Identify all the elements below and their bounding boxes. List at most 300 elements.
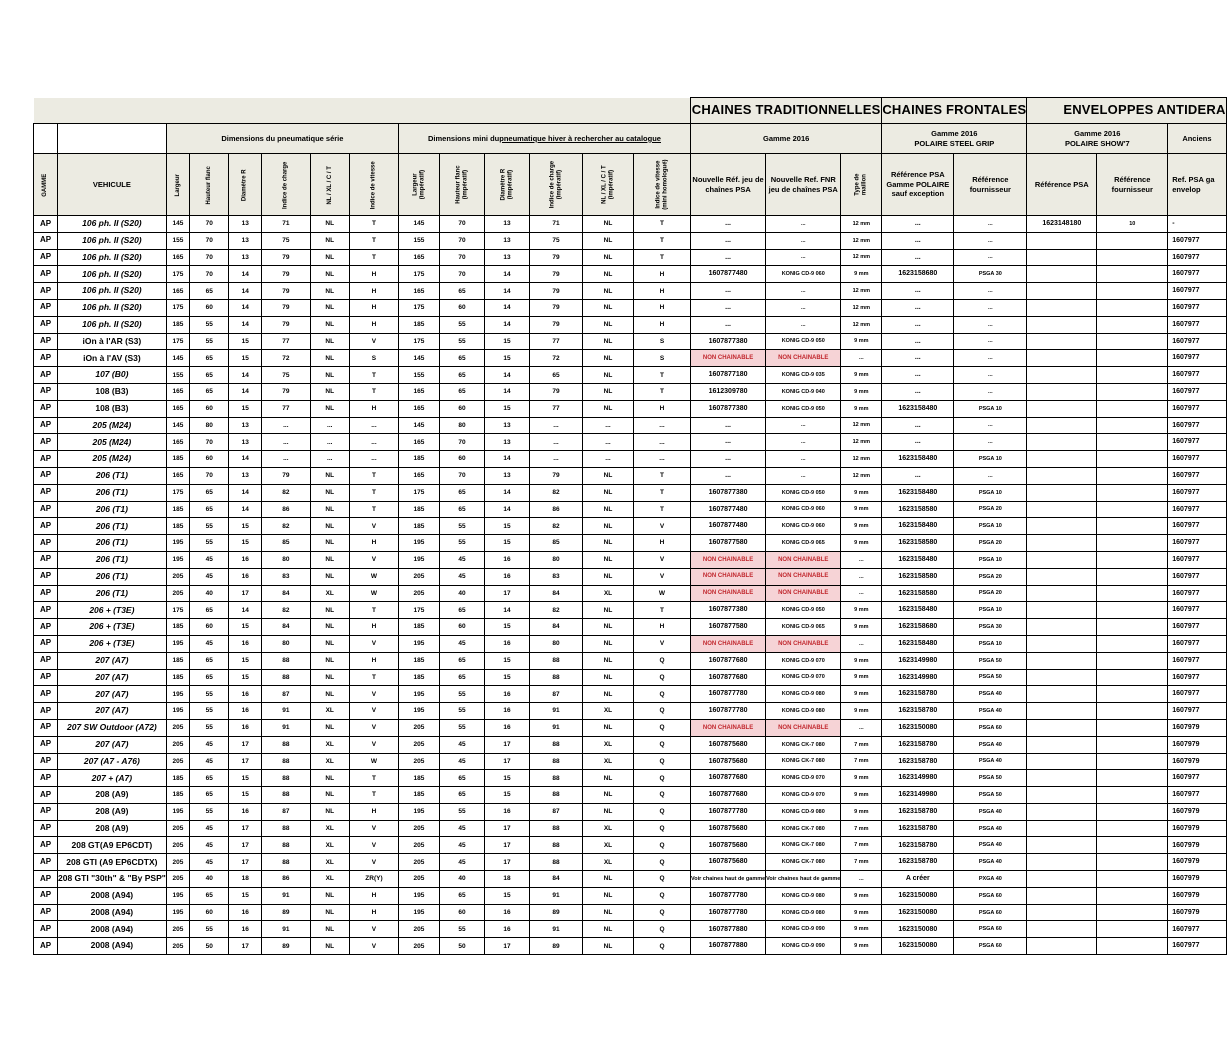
charge-imp-cell: 88 [529, 837, 582, 854]
front-ref-psa-cell: 1623150080 [882, 719, 954, 736]
vitesse-min-cell: T [633, 602, 690, 619]
env-ref-fourn-cell [1097, 787, 1168, 804]
diametre-imp-cell: 16 [484, 551, 529, 568]
vitesse-cell: T [349, 501, 398, 518]
maillon-cell: 12 mm [841, 417, 882, 434]
front-ref-fourn-cell: PSGA 30 [954, 266, 1027, 283]
largeur-cell: 195 [166, 904, 189, 921]
hauteur-imp-cell: 65 [439, 367, 484, 384]
ref-fnr-cell: KONIG CD-9 070 [766, 787, 841, 804]
front-ref-fourn-cell: ... [954, 350, 1027, 367]
nlxl-cell: NL [310, 535, 349, 552]
ref-fnr-cell: NON CHAINABLE [766, 568, 841, 585]
gamme-cell: AP [34, 871, 58, 888]
vitesse-min-cell: V [633, 551, 690, 568]
largeur-imp-cell: 185 [398, 518, 439, 535]
largeur-imp-cell: 205 [398, 820, 439, 837]
table-row [34, 551, 1227, 568]
env-ref-fourn-cell [1097, 753, 1168, 770]
table-row [34, 266, 1227, 283]
maillon-cell: 9 mm [841, 484, 882, 501]
hauteur-imp-cell: 70 [439, 467, 484, 484]
env-ref-psa-cell [1027, 736, 1097, 753]
table-row [34, 938, 1227, 955]
ref-fnr-cell: KONIG CD-9 080 [766, 904, 841, 921]
gamme-cell: AP [34, 232, 58, 249]
nlxl-cell: NL [310, 669, 349, 686]
gamme-cell: AP [34, 635, 58, 652]
vehicle-cell: 106 ph. II (S20) [58, 283, 167, 300]
env-ref-psa-cell [1027, 787, 1097, 804]
ref-fnr-cell: ... [766, 451, 841, 468]
nlxl-cell: NL [310, 719, 349, 736]
maillon-cell: 9 mm [841, 400, 882, 417]
nlxl-cell: ... [310, 434, 349, 451]
front-ref-psa-cell: ... [882, 383, 954, 400]
gamme-cell: AP [34, 501, 58, 518]
front-gamme-name: POLAIRE STEEL GRIP [914, 138, 995, 148]
ref-psa-cell: 1607877680 [690, 669, 765, 686]
env-gamme-name: POLAIRE SHOW'7 [1064, 138, 1130, 148]
nl-imp-cell: NL [582, 887, 633, 904]
front-ref-psa-cell: ... [882, 232, 954, 249]
charge-cell: 86 [262, 501, 310, 518]
vitesse-min-cell: T [633, 484, 690, 501]
diametre-imp-cell: 14 [484, 266, 529, 283]
table-row [34, 367, 1227, 384]
largeur-cell: 145 [166, 216, 189, 233]
diametre-cell: 17 [229, 837, 262, 854]
front-ref-fourn-cell: ... [954, 283, 1027, 300]
env-ref-psa-cell [1027, 333, 1097, 350]
diametre-imp-cell: 15 [484, 518, 529, 535]
vitesse-cell: H [349, 803, 398, 820]
diametre-imp-cell: 14 [484, 484, 529, 501]
largeur-imp-cell: 205 [398, 837, 439, 854]
front-ref-psa-cell: 1623158680 [882, 619, 954, 636]
nlxl-cell: NL [310, 904, 349, 921]
table-row [34, 854, 1227, 871]
vitesse-min-cell: W [633, 585, 690, 602]
front-ref-fourn-cell: PSGA 20 [954, 501, 1027, 518]
vehicle-cell: 206 + (T3E) [58, 635, 167, 652]
diametre-cell: 13 [229, 232, 262, 249]
vitesse-min-cell: Q [633, 669, 690, 686]
charge-imp-cell: 86 [529, 501, 582, 518]
vehicle-cell: 106 ph. II (S20) [58, 216, 167, 233]
diametre-imp-cell: 14 [484, 283, 529, 300]
nl-imp-cell: NL [582, 719, 633, 736]
hauteur-cell: 70 [190, 249, 229, 266]
table-row [34, 803, 1227, 820]
anciens-ref-cell: 1607979 [1168, 871, 1226, 888]
anciens-ref-cell: 1607977 [1168, 551, 1226, 568]
vehicle-cell: 208 (A9) [58, 820, 167, 837]
diametre-imp-cell: 15 [484, 652, 529, 669]
charge-imp-cell: 65 [529, 367, 582, 384]
table-row [34, 501, 1227, 518]
maillon-cell: 12 mm [841, 232, 882, 249]
charge-cell: 79 [262, 266, 310, 283]
vitesse-min-cell: S [633, 350, 690, 367]
ref-fnr-cell: ... [766, 299, 841, 316]
charge-imp-cell: 91 [529, 703, 582, 720]
hauteur-imp-cell: 55 [439, 686, 484, 703]
hauteur-cell: 55 [190, 921, 229, 938]
env-ref-psa-cell [1027, 904, 1097, 921]
hauteur-imp-cell: 65 [439, 602, 484, 619]
vitesse-min-cell: Q [633, 770, 690, 787]
largeur-imp-cell: 205 [398, 921, 439, 938]
front-ref-psa-cell: 1623158780 [882, 736, 954, 753]
diametre-cell: 15 [229, 518, 262, 535]
ref-fnr-cell: KONIG CD-9 070 [766, 770, 841, 787]
vitesse-cell: V [349, 333, 398, 350]
front-ref-fourn-cell: PSGA 60 [954, 938, 1027, 955]
front-ref-psa-cell: 1623150080 [882, 887, 954, 904]
hauteur-imp-cell: 65 [439, 669, 484, 686]
maillon-cell: 9 mm [841, 904, 882, 921]
maillon-cell: 9 mm [841, 501, 882, 518]
vitesse-cell: T [349, 216, 398, 233]
hauteur-cell: 65 [190, 770, 229, 787]
env-ref-psa-cell [1027, 249, 1097, 266]
charge-cell: 91 [262, 921, 310, 938]
table-row [34, 283, 1227, 300]
largeur-imp-cell: 165 [398, 383, 439, 400]
front-ref-fourn-cell: ... [954, 467, 1027, 484]
nl-imp-cell: NL [582, 803, 633, 820]
diametre-imp-cell: 16 [484, 803, 529, 820]
nl-imp-cell: NL [582, 383, 633, 400]
vehicle-cell: iOn à l'AR (S3) [58, 333, 167, 350]
charge-cell: 75 [262, 232, 310, 249]
hauteur-cell: 55 [190, 518, 229, 535]
front-ref-psa-cell: 1623149980 [882, 652, 954, 669]
nlxl-cell: NL [310, 501, 349, 518]
table-row [34, 451, 1227, 468]
front-ref-fourn-cell: ... [954, 333, 1027, 350]
table-row [34, 518, 1227, 535]
gamme-cell: AP [34, 770, 58, 787]
ref-psa-cell: ... [690, 467, 765, 484]
env-ref-psa-cell [1027, 854, 1097, 871]
hauteur-cell: 80 [190, 417, 229, 434]
largeur-imp-cell: 205 [398, 585, 439, 602]
diametre-cell: 15 [229, 535, 262, 552]
ref-fnr-cell: NON CHAINABLE [766, 551, 841, 568]
ref-psa-cell: 1612309780 [690, 383, 765, 400]
nlxl-cell: XL [310, 854, 349, 871]
ref-fnr-cell: ... [766, 467, 841, 484]
front-ref-fourn-cell: PSGA 10 [954, 551, 1027, 568]
col-diametre-imp: Diamètre R (impératif) [484, 154, 529, 216]
ref-fnr-cell: KONIG CD-9 040 [766, 383, 841, 400]
vehicle-cell: 205 (M24) [58, 451, 167, 468]
maillon-cell: 7 mm [841, 753, 882, 770]
front-ref-fourn-cell: PSGA 50 [954, 770, 1027, 787]
largeur-cell: 185 [166, 787, 189, 804]
maillon-cell: 9 mm [841, 367, 882, 384]
vitesse-cell: ZR(Y) [349, 871, 398, 888]
charge-imp-cell: 85 [529, 535, 582, 552]
front-ref-psa-cell: 1623158480 [882, 602, 954, 619]
diametre-imp-cell: 15 [484, 535, 529, 552]
section-front-chains: CHAINES FRONTALES [882, 98, 1027, 124]
ref-fnr-cell: KONIG CD-9 050 [766, 400, 841, 417]
maillon-cell: ... [841, 585, 882, 602]
front-ref-fourn-cell: ... [954, 316, 1027, 333]
ref-psa-cell: 1607877780 [690, 686, 765, 703]
hauteur-cell: 70 [190, 266, 229, 283]
front-ref-fourn-cell: PSGA 40 [954, 703, 1027, 720]
vitesse-cell: T [349, 249, 398, 266]
ref-psa-cell: ... [690, 283, 765, 300]
anciens-ref-cell: 1607977 [1168, 316, 1226, 333]
env-ref-psa-cell [1027, 887, 1097, 904]
table-row [34, 837, 1227, 854]
diametre-imp-cell: 16 [484, 904, 529, 921]
vitesse-min-cell: Q [633, 904, 690, 921]
ref-psa-cell: ... [690, 216, 765, 233]
vitesse-min-cell: Q [633, 652, 690, 669]
anciens-ref-cell: 1607977 [1168, 938, 1226, 955]
front-ref-fourn-cell: ... [954, 417, 1027, 434]
env-ref-psa-cell [1027, 602, 1097, 619]
charge-cell: 88 [262, 787, 310, 804]
env-ref-fourn-cell [1097, 400, 1168, 417]
front-ref-fourn-cell: ... [954, 249, 1027, 266]
charge-cell: 71 [262, 216, 310, 233]
front-ref-psa-cell: 1623158580 [882, 585, 954, 602]
table-row [34, 669, 1227, 686]
front-ref-fourn-cell: PSGA 50 [954, 652, 1027, 669]
gamme-cell: AP [34, 619, 58, 636]
anciens-ref-cell: 1607979 [1168, 736, 1226, 753]
front-ref-fourn-cell: PSGA 60 [954, 904, 1027, 921]
vehicle-cell: 206 (T1) [58, 551, 167, 568]
nl-imp-cell: NL [582, 266, 633, 283]
vitesse-cell: H [349, 316, 398, 333]
ref-psa-cell: 1607877380 [690, 400, 765, 417]
diametre-imp-cell: 14 [484, 316, 529, 333]
front-ref-psa-cell: 1623158780 [882, 837, 954, 854]
anciens-ref-cell: 1607977 [1168, 367, 1226, 384]
largeur-imp-cell: 165 [398, 283, 439, 300]
nlxl-cell: NL [310, 333, 349, 350]
hauteur-imp-cell: 55 [439, 518, 484, 535]
vitesse-cell: T [349, 602, 398, 619]
nl-imp-cell: NL [582, 535, 633, 552]
ref-fnr-cell: ... [766, 417, 841, 434]
gamme-cell: AP [34, 350, 58, 367]
diametre-imp-cell: 17 [484, 753, 529, 770]
hauteur-cell: 45 [190, 753, 229, 770]
charge-imp-cell: 77 [529, 400, 582, 417]
front-ref-psa-cell: ... [882, 216, 954, 233]
env-ref-fourn-cell [1097, 635, 1168, 652]
col-nl-imp: NL / XL / C / T (impératif) [582, 154, 633, 216]
ref-fnr-cell: ... [766, 316, 841, 333]
col-type-maillon: Type de maillon [841, 154, 882, 216]
anciens-ref-cell: 1607979 [1168, 887, 1226, 904]
anciens-ref-cell: 1607977 [1168, 703, 1226, 720]
charge-imp-cell: 83 [529, 568, 582, 585]
ref-fnr-cell: ... [766, 216, 841, 233]
table-row [34, 350, 1227, 367]
ref-fnr-cell: KONIG CD-9 065 [766, 619, 841, 636]
ref-psa-cell: 1607875680 [690, 736, 765, 753]
nl-imp-cell: NL [582, 904, 633, 921]
vitesse-cell: T [349, 770, 398, 787]
hauteur-cell: 55 [190, 803, 229, 820]
nl-imp-cell: NL [582, 871, 633, 888]
env-gamme-header [1027, 124, 1168, 154]
maillon-cell: 12 mm [841, 467, 882, 484]
diametre-cell: 17 [229, 938, 262, 955]
largeur-cell: 145 [166, 350, 189, 367]
vehicle-cell: 206 (T1) [58, 501, 167, 518]
ref-fnr-cell: NON CHAINABLE [766, 350, 841, 367]
nlxl-cell: XL [310, 837, 349, 854]
hauteur-cell: 65 [190, 602, 229, 619]
vitesse-cell: V [349, 837, 398, 854]
charge-imp-cell: 77 [529, 333, 582, 350]
col-ref-psa-front: Référence PSA Gamme POLAIRE sauf exception [882, 154, 954, 216]
charge-cell: 82 [262, 484, 310, 501]
col-indice-vitesse: Indice de vitesse [349, 154, 398, 216]
largeur-imp-cell: 175 [398, 484, 439, 501]
front-ref-fourn-cell: PSGA 40 [954, 803, 1027, 820]
env-ref-fourn-cell [1097, 652, 1168, 669]
gamme-cell: AP [34, 602, 58, 619]
largeur-cell: 195 [166, 686, 189, 703]
vehicle-cell: 106 ph. II (S20) [58, 316, 167, 333]
hauteur-imp-cell: 65 [439, 383, 484, 400]
nl-imp-cell: NL [582, 770, 633, 787]
charge-imp-cell: 79 [529, 249, 582, 266]
charge-cell: 88 [262, 736, 310, 753]
env-ref-fourn-cell [1097, 367, 1168, 384]
largeur-cell: 175 [166, 602, 189, 619]
hauteur-cell: 45 [190, 837, 229, 854]
maillon-cell: 12 mm [841, 249, 882, 266]
largeur-imp-cell: 205 [398, 854, 439, 871]
diametre-cell: 17 [229, 585, 262, 602]
vehicle-cell: 207 SW Outdoor (A72) [58, 719, 167, 736]
maillon-cell: 9 mm [841, 518, 882, 535]
anciens-ref-cell: 1607977 [1168, 383, 1226, 400]
header-blank [34, 98, 691, 124]
hauteur-imp-cell: 65 [439, 770, 484, 787]
vitesse-min-cell: ... [633, 434, 690, 451]
largeur-cell: 205 [166, 871, 189, 888]
front-ref-psa-cell: 1623158780 [882, 854, 954, 871]
anciens-ref-cell: 1607977 [1168, 467, 1226, 484]
vehicle-cell: 206 (T1) [58, 585, 167, 602]
gamme-cell: AP [34, 333, 58, 350]
anciens-ref-cell: 1607977 [1168, 350, 1226, 367]
env-ref-psa-cell [1027, 652, 1097, 669]
diametre-cell: 13 [229, 216, 262, 233]
vitesse-min-cell: T [633, 467, 690, 484]
front-ref-fourn-cell: ... [954, 367, 1027, 384]
hauteur-cell: 55 [190, 703, 229, 720]
ref-psa-cell: 1607877480 [690, 518, 765, 535]
largeur-cell: 185 [166, 501, 189, 518]
diametre-imp-cell: 15 [484, 400, 529, 417]
nl-imp-cell: NL [582, 921, 633, 938]
ref-psa-cell: 1607877180 [690, 367, 765, 384]
front-ref-fourn-cell: PSGA 40 [954, 854, 1027, 871]
hauteur-cell: 45 [190, 635, 229, 652]
ref-fnr-cell: NON CHAINABLE [766, 719, 841, 736]
largeur-cell: 195 [166, 803, 189, 820]
anciens-ref-cell: - [1168, 216, 1226, 233]
gamme-cell: AP [34, 854, 58, 871]
diametre-imp-cell: 17 [484, 837, 529, 854]
diametre-imp-cell: 15 [484, 619, 529, 636]
diametre-imp-cell: 17 [484, 854, 529, 871]
anciens-ref-cell: 1607977 [1168, 619, 1226, 636]
largeur-cell: 165 [166, 434, 189, 451]
table-row [34, 921, 1227, 938]
diametre-cell: 14 [229, 367, 262, 384]
env-ref-psa-cell [1027, 283, 1097, 300]
largeur-cell: 205 [166, 719, 189, 736]
table-row [34, 417, 1227, 434]
anciens-ref-cell: 1607977 [1168, 417, 1226, 434]
ref-psa-cell: 1607875680 [690, 753, 765, 770]
ref-fnr-cell: ... [766, 283, 841, 300]
section-traditional-chains: CHAINES TRADITIONNELLES [690, 98, 881, 124]
diametre-imp-cell: 15 [484, 333, 529, 350]
anciens-ref-cell: 1607977 [1168, 568, 1226, 585]
diametre-cell: 15 [229, 887, 262, 904]
charge-imp-cell: 71 [529, 216, 582, 233]
gamme-cell: AP [34, 837, 58, 854]
env-ref-psa-cell [1027, 484, 1097, 501]
front-ref-fourn-cell: PSGA 20 [954, 568, 1027, 585]
ref-psa-cell: NON CHAINABLE [690, 585, 765, 602]
anciens-ref-cell: 1607977 [1168, 299, 1226, 316]
charge-cell: 79 [262, 383, 310, 400]
charge-imp-cell: 84 [529, 619, 582, 636]
charge-cell: 89 [262, 938, 310, 955]
front-ref-psa-cell: A créer [882, 871, 954, 888]
anciens-ref-cell: 1607977 [1168, 266, 1226, 283]
env-ref-psa-cell: 1623148180 [1027, 216, 1097, 233]
ref-psa-cell: ... [690, 249, 765, 266]
hauteur-imp-cell: 55 [439, 333, 484, 350]
front-ref-fourn-cell: PSGA 10 [954, 451, 1027, 468]
maillon-cell: 9 mm [841, 652, 882, 669]
diametre-cell: 14 [229, 299, 262, 316]
env-ref-psa-cell [1027, 871, 1097, 888]
table-row [34, 585, 1227, 602]
nlxl-cell: NL [310, 266, 349, 283]
largeur-cell: 205 [166, 585, 189, 602]
largeur-cell: 205 [166, 938, 189, 955]
table-row [34, 216, 1227, 233]
table-row [34, 871, 1227, 888]
nlxl-cell: NL [310, 316, 349, 333]
env-ref-fourn-cell [1097, 299, 1168, 316]
table-row [34, 316, 1227, 333]
ref-psa-cell: 1607877580 [690, 619, 765, 636]
largeur-imp-cell: 175 [398, 299, 439, 316]
nlxl-cell: XL [310, 585, 349, 602]
